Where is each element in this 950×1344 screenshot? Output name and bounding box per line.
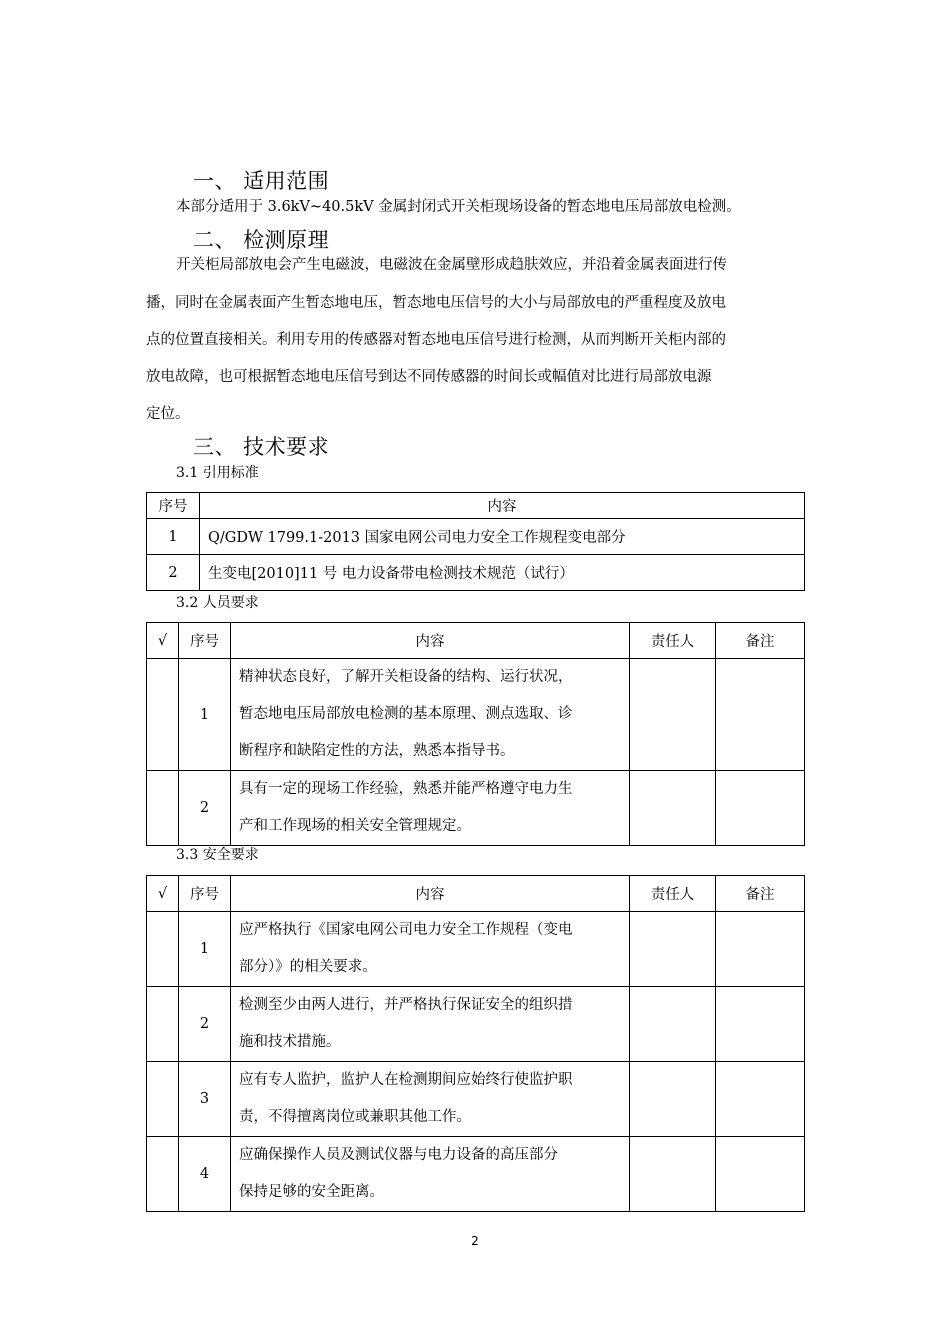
row-no: 1 xyxy=(179,912,231,987)
check-cell[interactable] xyxy=(147,659,179,771)
table-row xyxy=(147,659,805,771)
check-cell[interactable] xyxy=(147,771,179,846)
table-header-row xyxy=(147,876,805,912)
header-check: √ xyxy=(147,623,179,659)
remarks-cell[interactable] xyxy=(716,659,805,771)
section-1-title: 一、 适用范围 xyxy=(193,169,330,193)
content-line: 应严格执行《国家电网公司电力安全工作规程（变电 xyxy=(239,922,573,938)
table-row xyxy=(147,555,805,591)
section-2-line-2: 播，同时在金属表面产生暂态地电压，暂态地电压信号的大小与局部放电的严重程度及放电 xyxy=(146,295,726,311)
responsible-cell[interactable] xyxy=(630,1137,716,1212)
content-line: 断程序和缺陷定性的方法，熟悉本指导书。 xyxy=(239,743,515,759)
header-responsible: 责任人 xyxy=(630,623,716,659)
header-no: 序号 xyxy=(179,876,231,912)
content-line: 责，不得擅离岗位或兼职其他工作。 xyxy=(239,1109,471,1125)
content-line: 保持足够的安全距离。 xyxy=(239,1184,384,1200)
table-row xyxy=(147,1137,805,1212)
responsible-cell[interactable] xyxy=(630,771,716,846)
responsible-cell[interactable] xyxy=(630,987,716,1062)
content-line: 暂态地电压局部放电检测的基本原理、测点选取、诊 xyxy=(239,706,573,722)
row-no: 3 xyxy=(179,1062,231,1137)
remarks-cell[interactable] xyxy=(716,1062,805,1137)
row-no: 1 xyxy=(179,659,231,771)
header-check: √ xyxy=(147,876,179,912)
content-line: 部分）》的相关要求。 xyxy=(239,959,377,975)
section-2-line-3: 点的位置直接相关。利用专用的传感器对暂态地电压信号进行检测，从而判断开关柜内部的 xyxy=(146,332,726,348)
table-row xyxy=(147,771,805,846)
safety-heading: 3.3 安全要求 xyxy=(176,847,259,863)
safety-table xyxy=(146,875,805,1212)
check-cell[interactable] xyxy=(147,1137,179,1212)
remarks-cell[interactable] xyxy=(716,771,805,846)
check-cell[interactable] xyxy=(147,987,179,1062)
section-2-title: 二、 检测原理 xyxy=(193,228,330,252)
row-no: 2 xyxy=(147,555,200,591)
table-header-row xyxy=(147,493,805,519)
header-remarks: 备注 xyxy=(716,623,805,659)
header-content: 内容 xyxy=(231,623,630,659)
content-line: 应有专人监护，监护人在检测期间应始终行使监护职 xyxy=(239,1072,573,1088)
header-no: 序号 xyxy=(147,493,200,519)
responsible-cell[interactable] xyxy=(630,659,716,771)
header-content: 内容 xyxy=(231,876,630,912)
personnel-table xyxy=(146,622,805,846)
row-content xyxy=(231,771,630,846)
remarks-cell[interactable] xyxy=(716,987,805,1062)
content-line: 应确保操作人员及测试仪器与电力设备的高压部分 xyxy=(239,1147,558,1163)
table-row xyxy=(147,1062,805,1137)
page-number: 2 xyxy=(471,1234,479,1248)
section-2-line-4: 放电故障，也可根据暂态地电压信号到达不同传感器的时间长或幅值对比进行局部放电源 xyxy=(146,369,712,385)
standards-heading: 3.1 引用标准 xyxy=(176,465,259,481)
row-content xyxy=(231,987,630,1062)
row-no: 2 xyxy=(179,987,231,1062)
header-content: 内容 xyxy=(200,493,805,519)
row-content xyxy=(231,1062,630,1137)
remarks-cell[interactable] xyxy=(716,912,805,987)
table-header-row xyxy=(147,623,805,659)
section-1-body: 本部分适用于 3.6kV~40.5kV 金属封闭式开关柜现场设备的暂态地电压局部放电检测。 xyxy=(176,199,741,215)
content-line: 产和工作现场的相关安全管理规定。 xyxy=(239,818,471,834)
row-content xyxy=(231,1137,630,1212)
table-row xyxy=(147,987,805,1062)
header-no: 序号 xyxy=(179,623,231,659)
header-remarks: 备注 xyxy=(716,876,805,912)
row-no: 2 xyxy=(179,771,231,846)
responsible-cell[interactable] xyxy=(630,912,716,987)
header-responsible: 责任人 xyxy=(630,876,716,912)
row-no: 1 xyxy=(147,519,200,555)
row-content: 生变电[2010]11 号 电力设备带电检测技术规范（试行） xyxy=(200,555,805,591)
check-cell[interactable] xyxy=(147,1062,179,1137)
check-cell[interactable] xyxy=(147,912,179,987)
remarks-cell[interactable] xyxy=(716,1137,805,1212)
table-row xyxy=(147,912,805,987)
section-3-title: 三、 技术要求 xyxy=(193,435,330,459)
section-2-line-5: 定位。 xyxy=(146,406,190,422)
row-no: 4 xyxy=(179,1137,231,1212)
content-line: 精神状态良好，了解开关柜设备的结构、运行状况， xyxy=(239,669,573,685)
table-row xyxy=(147,519,805,555)
row-content xyxy=(231,659,630,771)
content-line: 施和技术措施。 xyxy=(239,1034,341,1050)
row-content: Q/GDW 1799.1-2013 国家电网公司电力安全工作规程变电部分 xyxy=(200,519,805,555)
section-2-line-1: 开关柜局部放电会产生电磁波，电磁波在金属壁形成趋肤效应，并沿着金属表面进行传 xyxy=(176,257,727,273)
standards-table xyxy=(146,492,805,591)
personnel-heading: 3.2 人员要求 xyxy=(176,595,259,611)
row-content xyxy=(231,912,630,987)
responsible-cell[interactable] xyxy=(630,1062,716,1137)
content-line: 检测至少由两人进行，并严格执行保证安全的组织措 xyxy=(239,997,573,1013)
content-line: 具有一定的现场工作经验，熟悉并能严格遵守电力生 xyxy=(239,781,573,797)
